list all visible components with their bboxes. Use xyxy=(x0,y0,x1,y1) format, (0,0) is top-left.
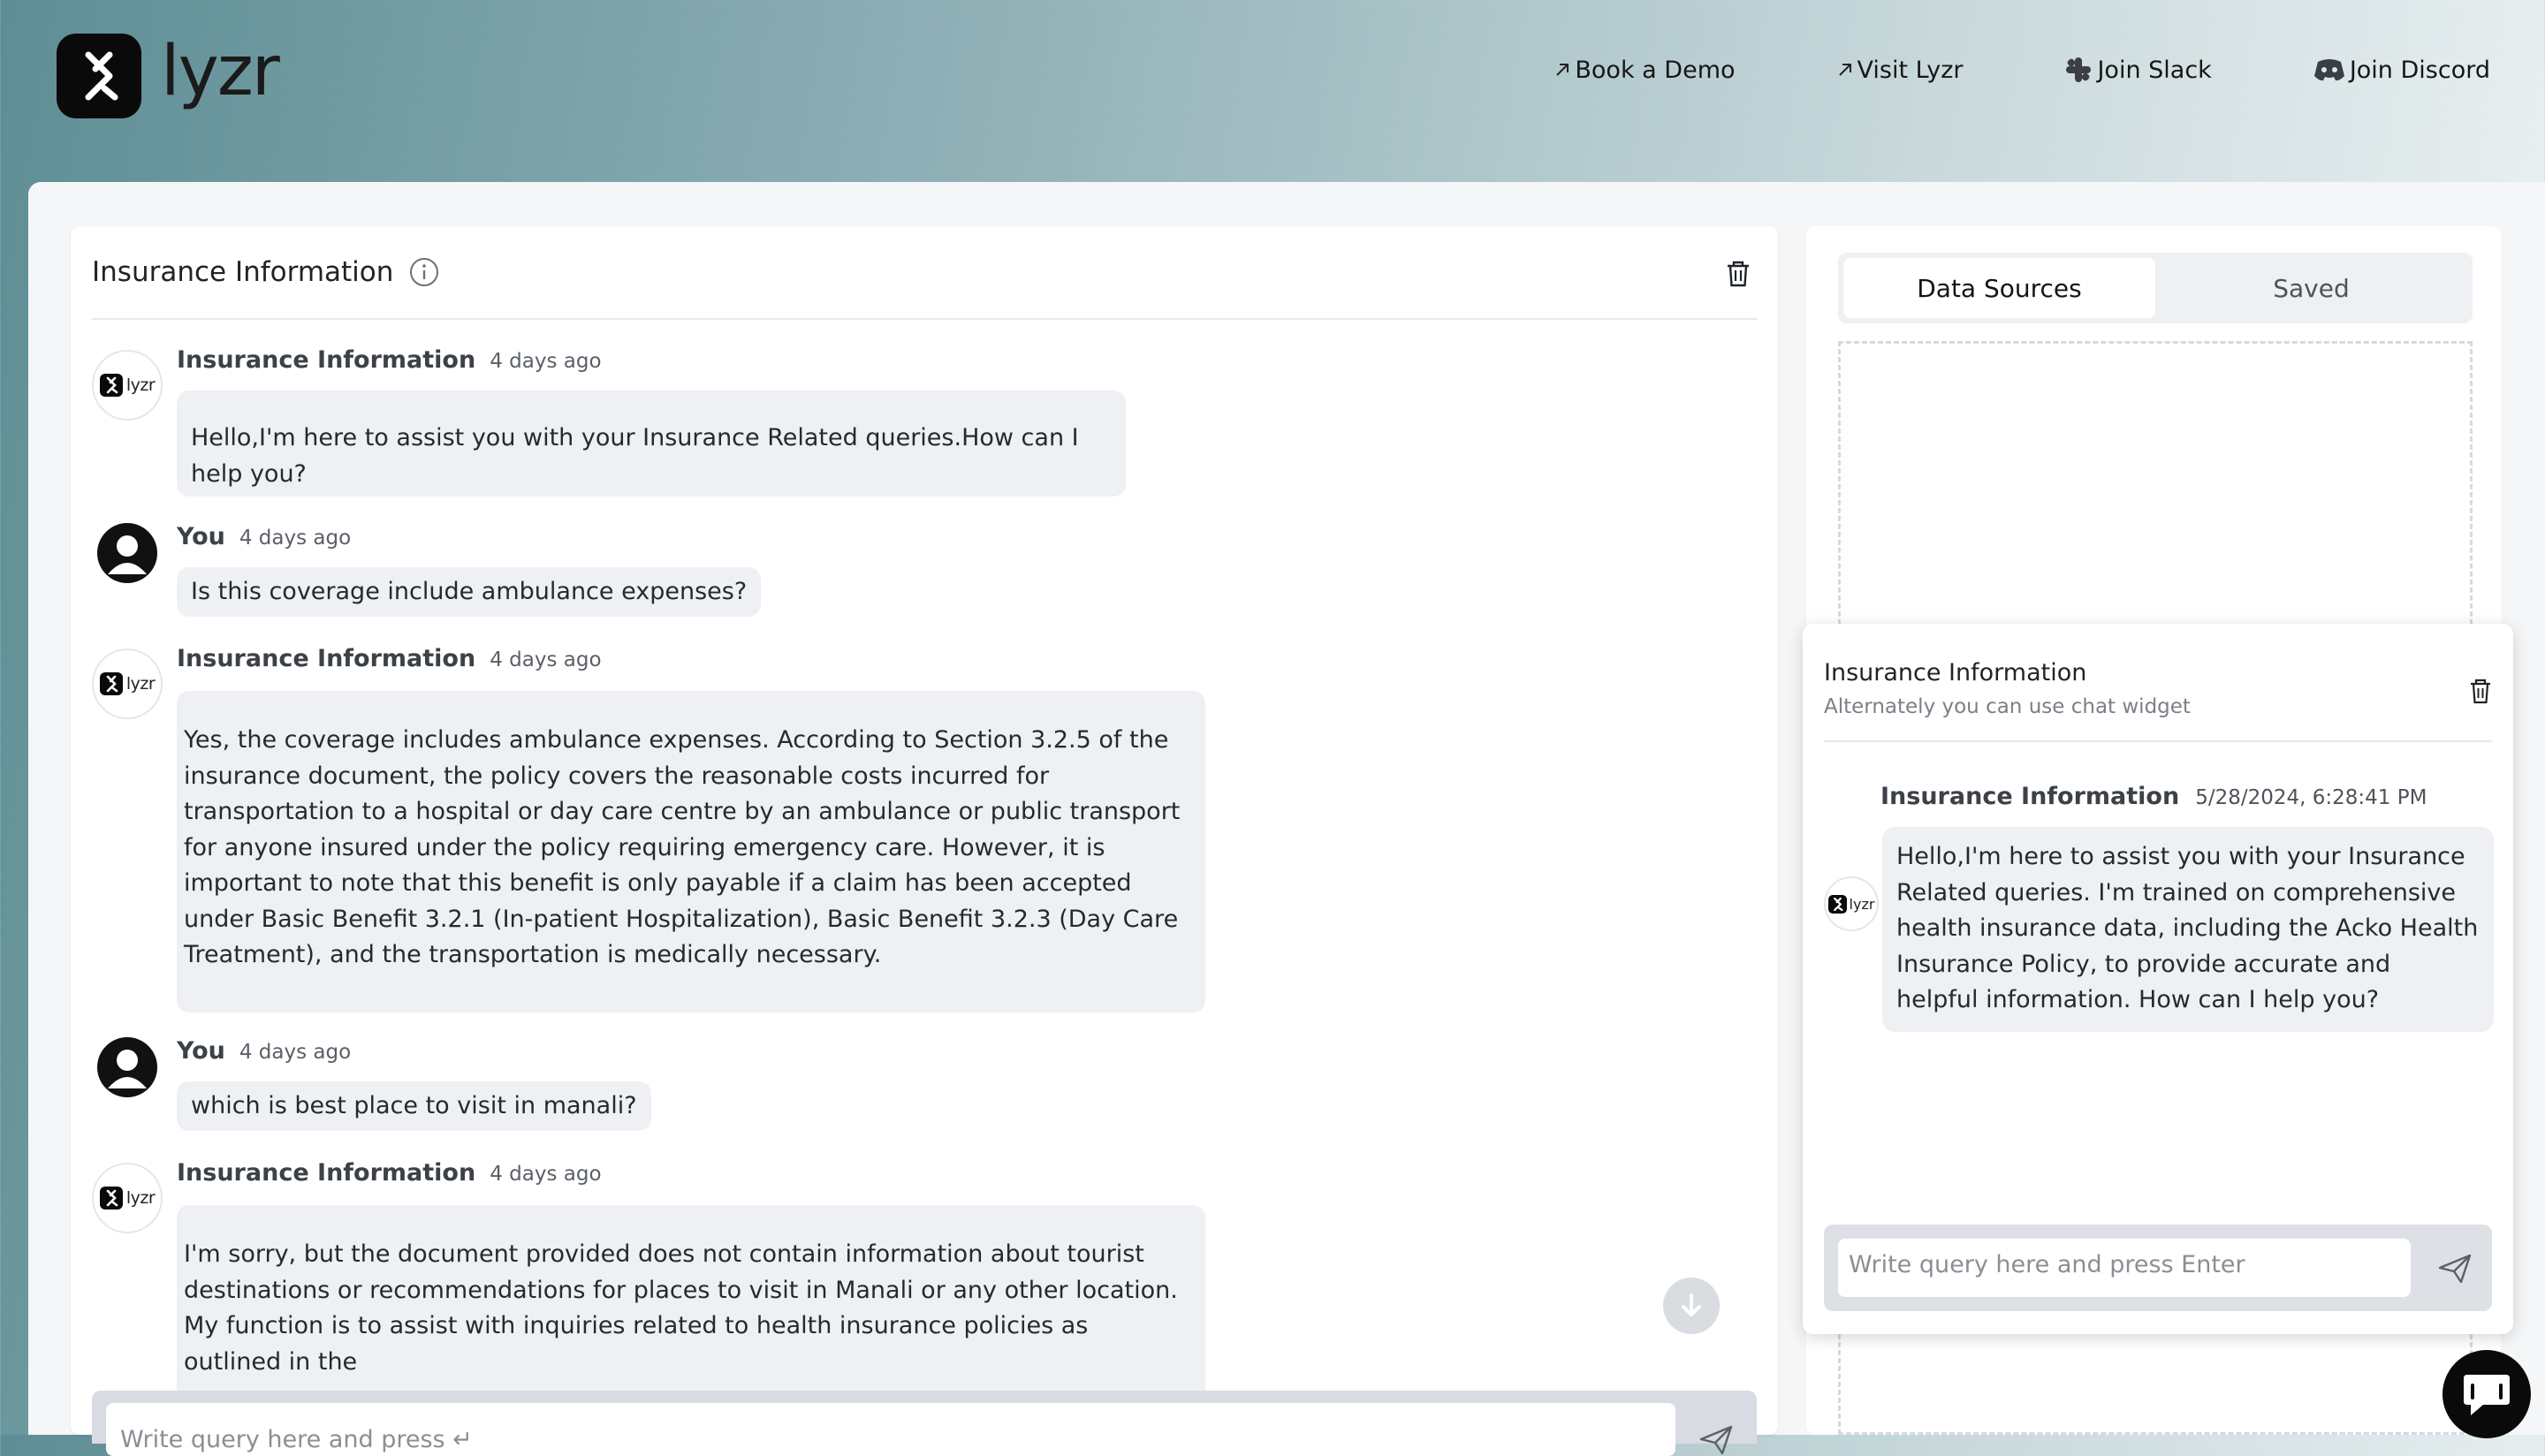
trash-icon[interactable] xyxy=(1725,260,1751,288)
avatar xyxy=(1824,876,1879,931)
nav-visit-lyzr-label: Visit Lyzr xyxy=(1857,56,1964,84)
chat-widget-toggle-button[interactable] xyxy=(2442,1350,2531,1438)
send-icon[interactable] xyxy=(1698,1424,1734,1456)
list-item xyxy=(92,640,1753,1011)
lyzr-logo-icon xyxy=(100,1187,123,1210)
nav-book-demo-label: Book a Demo xyxy=(1575,56,1736,84)
nav-visit-lyzr[interactable] xyxy=(1836,55,1964,85)
message-bubble: I'm sorry, but the document provided does not contain information about tourist destinations or recommendations for places to visit in Manali or any other location. My function is to assist with inquiries related to health insurance policies as outlined in the xyxy=(177,1205,1205,1435)
widget-title: Insurance Information xyxy=(1824,659,2087,686)
lyzr-logo-icon xyxy=(100,672,123,695)
message-time: 4 days ago xyxy=(490,1163,602,1186)
scroll-down-button[interactable] xyxy=(1663,1278,1720,1334)
user-avatar-icon xyxy=(97,523,157,583)
message-sender: You xyxy=(177,1037,225,1065)
message-meta xyxy=(177,346,602,374)
lyzr-logo-icon xyxy=(100,374,123,397)
widget-input-bar xyxy=(1824,1225,2492,1311)
message-time: 4 days ago xyxy=(490,350,602,373)
arrow-up-right-icon xyxy=(1836,61,1854,79)
widget-message-bubble: Hello,I'm here to assist you with your Insurance Related queries. I'm trained on comprehensive health insurance data, including the Acko Health Insurance Policy, to provide accurate and helpful information. How can I help you? xyxy=(1882,827,2494,1032)
message-bubble: which is best place to visit in manali? xyxy=(177,1081,651,1131)
nav-book-demo[interactable] xyxy=(1554,55,1735,85)
arrow-up-right-icon xyxy=(1554,61,1571,79)
message-meta xyxy=(177,1159,602,1187)
top-header xyxy=(0,0,2545,182)
message-meta xyxy=(177,523,351,550)
chat-title: Insurance Information xyxy=(92,256,394,288)
message-meta xyxy=(177,645,602,672)
top-nav xyxy=(1554,55,2490,85)
chat-query-input[interactable]: Write query here and press ↵ xyxy=(106,1403,1675,1456)
brand-name: lyzr xyxy=(161,32,278,111)
avatar xyxy=(92,350,163,421)
widget-subtitle: Alternately you can use chat widget xyxy=(1824,695,2191,718)
trash-icon[interactable] xyxy=(2469,679,2492,705)
chat-header xyxy=(92,226,1757,320)
nav-join-slack[interactable] xyxy=(2063,55,2211,85)
message-meta xyxy=(177,1037,351,1065)
chat-bubble-icon xyxy=(2460,1369,2513,1419)
lyzr-logo-icon xyxy=(57,34,141,118)
message-bubble: Yes, the coverage includes ambulance expenses. According to Section 3.2.5 of the insurance document, the policy covers the reasonable costs incurred for transportation to a hospital or day care centre by an ambulance or public transport for anyone insured under the policy requiring emergency care. However, it is important to note that this benefit is only payable if a claim has been accepted under Basic Benefit 3.2.1 (In-patient Hospitalization), Basic Benefit 3.2.3 (Day Care Treatment), and the transportation is medically necessary. xyxy=(177,691,1205,1012)
message-sender: You xyxy=(177,523,225,550)
user-avatar-icon xyxy=(97,1037,157,1097)
message-sender: Insurance Information xyxy=(177,346,476,374)
avatar-brand-text: lyzr xyxy=(125,1188,156,1208)
avatar-brand-text: lyzr xyxy=(1849,895,1875,913)
message-bubble: Hello,I'm here to assist you with your Insurance Related queries.How can I help you? xyxy=(177,391,1126,497)
list-item xyxy=(92,1154,1753,1419)
widget-message-time: 5/28/2024, 6:28:41 PM xyxy=(2195,786,2427,809)
lyzr-logo-icon xyxy=(1828,895,1847,914)
avatar-brand-text: lyzr xyxy=(125,674,156,694)
list-item xyxy=(92,1032,1753,1138)
tab-data-sources[interactable]: Data Sources xyxy=(1843,258,2155,318)
message-list xyxy=(92,341,1753,1376)
tab-saved[interactable]: Saved xyxy=(2273,273,2350,303)
chat-input-bar xyxy=(92,1391,1757,1453)
message-time: 4 days ago xyxy=(239,527,352,550)
send-icon[interactable] xyxy=(2437,1253,2473,1285)
message-time: 4 days ago xyxy=(239,1041,352,1064)
tab-bar xyxy=(1838,253,2473,323)
list-item xyxy=(92,341,1753,518)
avatar-brand-text: lyzr xyxy=(125,375,156,395)
chat-widget xyxy=(1803,624,2513,1334)
widget-query-input[interactable]: Write query here and press Enter xyxy=(1838,1239,2411,1297)
nav-join-discord[interactable] xyxy=(2313,55,2490,85)
list-item xyxy=(92,518,1753,624)
slack-icon xyxy=(2063,55,2093,85)
nav-join-slack-label: Join Slack xyxy=(2097,56,2212,84)
chat-panel xyxy=(71,226,1778,1453)
message-sender: Insurance Information xyxy=(177,1159,476,1187)
message-sender: Insurance Information xyxy=(177,645,476,672)
widget-message-meta xyxy=(1880,783,2427,810)
widget-header xyxy=(1824,659,2492,742)
info-icon[interactable] xyxy=(409,257,439,287)
brand-logo[interactable] xyxy=(57,34,278,118)
widget-message-sender: Insurance Information xyxy=(1880,783,2180,810)
message-time: 4 days ago xyxy=(490,648,602,671)
message-bubble: Is this coverage include ambulance expenses? xyxy=(177,567,761,617)
avatar xyxy=(92,1163,163,1233)
nav-join-discord-label: Join Discord xyxy=(2349,56,2490,84)
avatar xyxy=(92,648,163,719)
arrow-down-icon xyxy=(1676,1291,1706,1321)
discord-icon xyxy=(2313,57,2346,83)
